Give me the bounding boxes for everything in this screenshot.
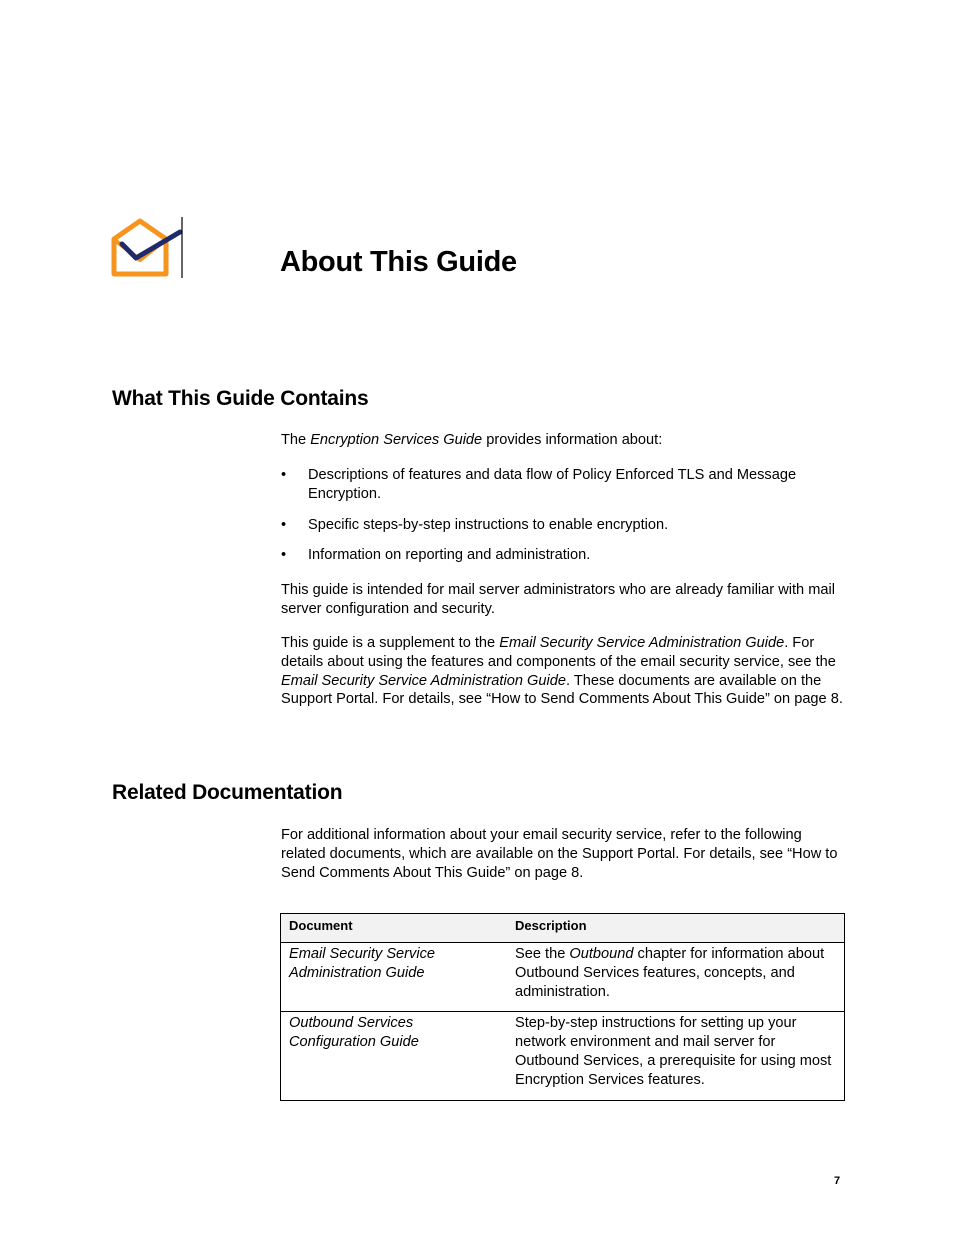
document-cell: Outbound Services Configuration Guide: [281, 1012, 508, 1100]
list-item: • Information on reporting and administration.: [281, 547, 591, 564]
supplement-paragraph: This guide is a supplement to the Email Security Service Administration Guide. For details about using the features and components of the email security service, see the Email Security Service Administration Guide. These documents are available on the Support Portal. For details, see “How to Send Comments About This Guide” on page 8.: [281, 635, 843, 708]
chapter-title: About This Guide: [280, 246, 517, 278]
description-cell: See the Outbound chapter for information about Outbound Services features, concepts, and administration.: [507, 943, 845, 1012]
column-header-description: Description: [507, 914, 845, 943]
guide-title-emphasis: Encryption Services Guide: [310, 432, 483, 448]
column-header-document: Document: [281, 914, 508, 943]
bullet-icon: •: [281, 516, 287, 533]
list-item: • Descriptions of features and data flow of Policy Enforced TLS and Message Encryption.: [281, 467, 797, 502]
contents-intro: The Encryption Services Guide provides information about:: [281, 432, 663, 448]
section-heading-related: Related Documentation: [112, 781, 343, 804]
page-number: 7: [834, 1175, 841, 1187]
bullet-icon: •: [281, 467, 287, 483]
related-documents-table: [280, 913, 845, 1101]
section-heading-contents: What This Guide Contains: [112, 387, 369, 410]
list-item: • Specific steps-by-step instructions to enable encryption.: [281, 516, 669, 533]
table-row: [281, 943, 845, 1012]
audience-paragraph: This guide is intended for mail server administrators who are already familiar with mail server configuration and security.: [281, 582, 835, 617]
bullet-icon: •: [281, 547, 287, 564]
table-header-row: [281, 914, 845, 943]
document-cell: Email Security Service Administration Guide: [281, 943, 508, 1012]
related-intro: For additional information about your email security service, refer to the following related documents, which are available on the Support Portal. For details, see “How to Send Comments About This Guide” on page 8.: [281, 827, 838, 881]
table-row: [281, 1012, 845, 1100]
contents-list: [281, 466, 846, 565]
description-cell: Step-by-step instructions for setting up your network environment and mail server for Outbound Services, a prerequisite for using most Encryption Services features.: [507, 1012, 845, 1100]
envelope-check-icon: [110, 215, 186, 281]
